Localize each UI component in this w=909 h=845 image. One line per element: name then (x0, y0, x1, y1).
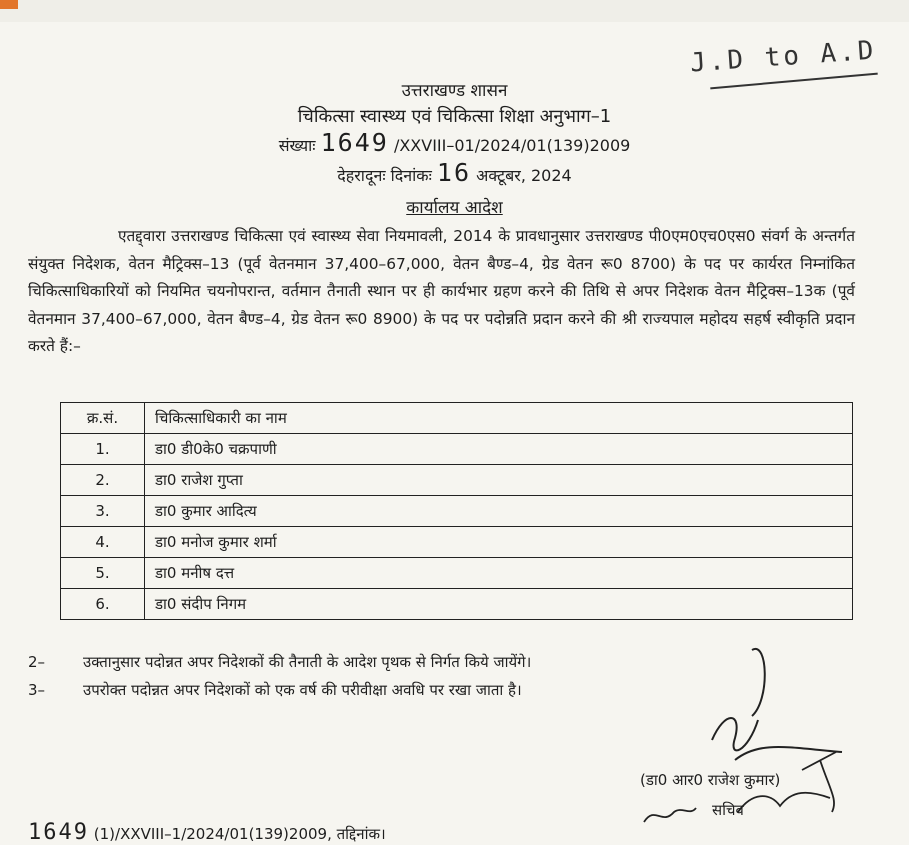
handwritten-note: J.D to A.D (689, 35, 878, 79)
section-heading: चिकित्सा स्वास्थ्य एवं चिकित्सा शिक्षा अनुभाग–1 (297, 106, 612, 127)
row-serial: 6. (61, 589, 145, 620)
row-name: डा0 कुमार आदित्य (145, 496, 853, 527)
point-text: उपरोक्त पदोन्नत अपर निदेशकों को एक वर्ष की परीवीक्षा अवधि पर रखा जाता है। (83, 681, 522, 699)
row-serial: 2. (61, 465, 145, 496)
place-date-label: देहरादूनः दिनांकः (337, 166, 432, 185)
signatory-designation: सचिव (712, 801, 744, 819)
footer-reference (28, 820, 386, 845)
order-body-paragraph: एतद्द्वारा उत्तराखण्ड चिकित्सा एवं स्वास्थ्य सेवा नियमावली, 2014 के प्रावधानुसार उत्तराखण्ड पी0एम0एच0एस0 संवर्ग के अन्तर्गत संयुक्त निदेशक, वेतन मैट्रिक्स–13 (पूर्व वेतनमान 37,400–67,000, वेतन बैण्ड–4, ग्रेड वेतन रू0 8700) के पद पर कार्यरत निम्नांकित चिकित्साधिकारियों को नियमित चयनोपरान्त, वर्तमान तैनाती स्थान पर ही कार्यभार ग्रहण करने की तिथि से अपर निदेशक वेतन मैट्रिक्स–13क (पूर्व वेतनमान 37,400–67,000, वेतन बैण्ड–4, ग्रेड वेतन रू0 8900) के पद पर पदोन्नति प्रदान करने की श्री राज्यपाल महोदय सहर्ष स्वीकृति प्रदान करते हैं:– (28, 227, 855, 355)
row-serial: 1. (61, 434, 145, 465)
row-name: डा0 डी0के0 चक्रपाणी (145, 434, 853, 465)
footer-number-handwritten: 1649 (28, 820, 89, 845)
row-serial: 3. (61, 496, 145, 527)
row-name: डा0 संदीप निगम (145, 589, 853, 620)
point-number: 2– (28, 653, 46, 671)
row-name: डा0 मनोज कुमार शर्मा (145, 527, 853, 558)
number-label: संख्याः (278, 136, 316, 155)
signatory-name: (डा0 आर0 राजेश कुमार) (640, 771, 781, 789)
order-title: कार्यालय आदेश (406, 198, 503, 218)
row-serial: 4. (61, 527, 145, 558)
row-serial: 5. (61, 558, 145, 589)
row-name: डा0 मनीष दत्त (145, 558, 853, 589)
date-day-handwritten: 16 (436, 158, 472, 187)
col-serial-header: क्र.सं. (61, 403, 145, 434)
row-name: डा0 राजेश गुप्ता (145, 465, 853, 496)
date-rest: अक्टूबर, 2024 (476, 166, 572, 185)
point-text: उक्तानुसार पदोन्नत अपर निदेशकों की तैनाती के आदेश पृथक से निर्गत किये जायेंगे। (83, 653, 532, 671)
col-name-header: चिकित्साधिकारी का नाम (145, 403, 853, 434)
number-suffix: /XXVIII–01/2024/01(139)2009 (393, 136, 631, 155)
footer-text: (1)/XXVIII–1/2024/01(139)2009, तद्दिनांक। (93, 825, 386, 843)
number-handwritten: 1649 (320, 128, 389, 157)
government-heading: उत्तराखण्ड शासन (401, 81, 508, 101)
point-number: 3– (28, 681, 46, 699)
